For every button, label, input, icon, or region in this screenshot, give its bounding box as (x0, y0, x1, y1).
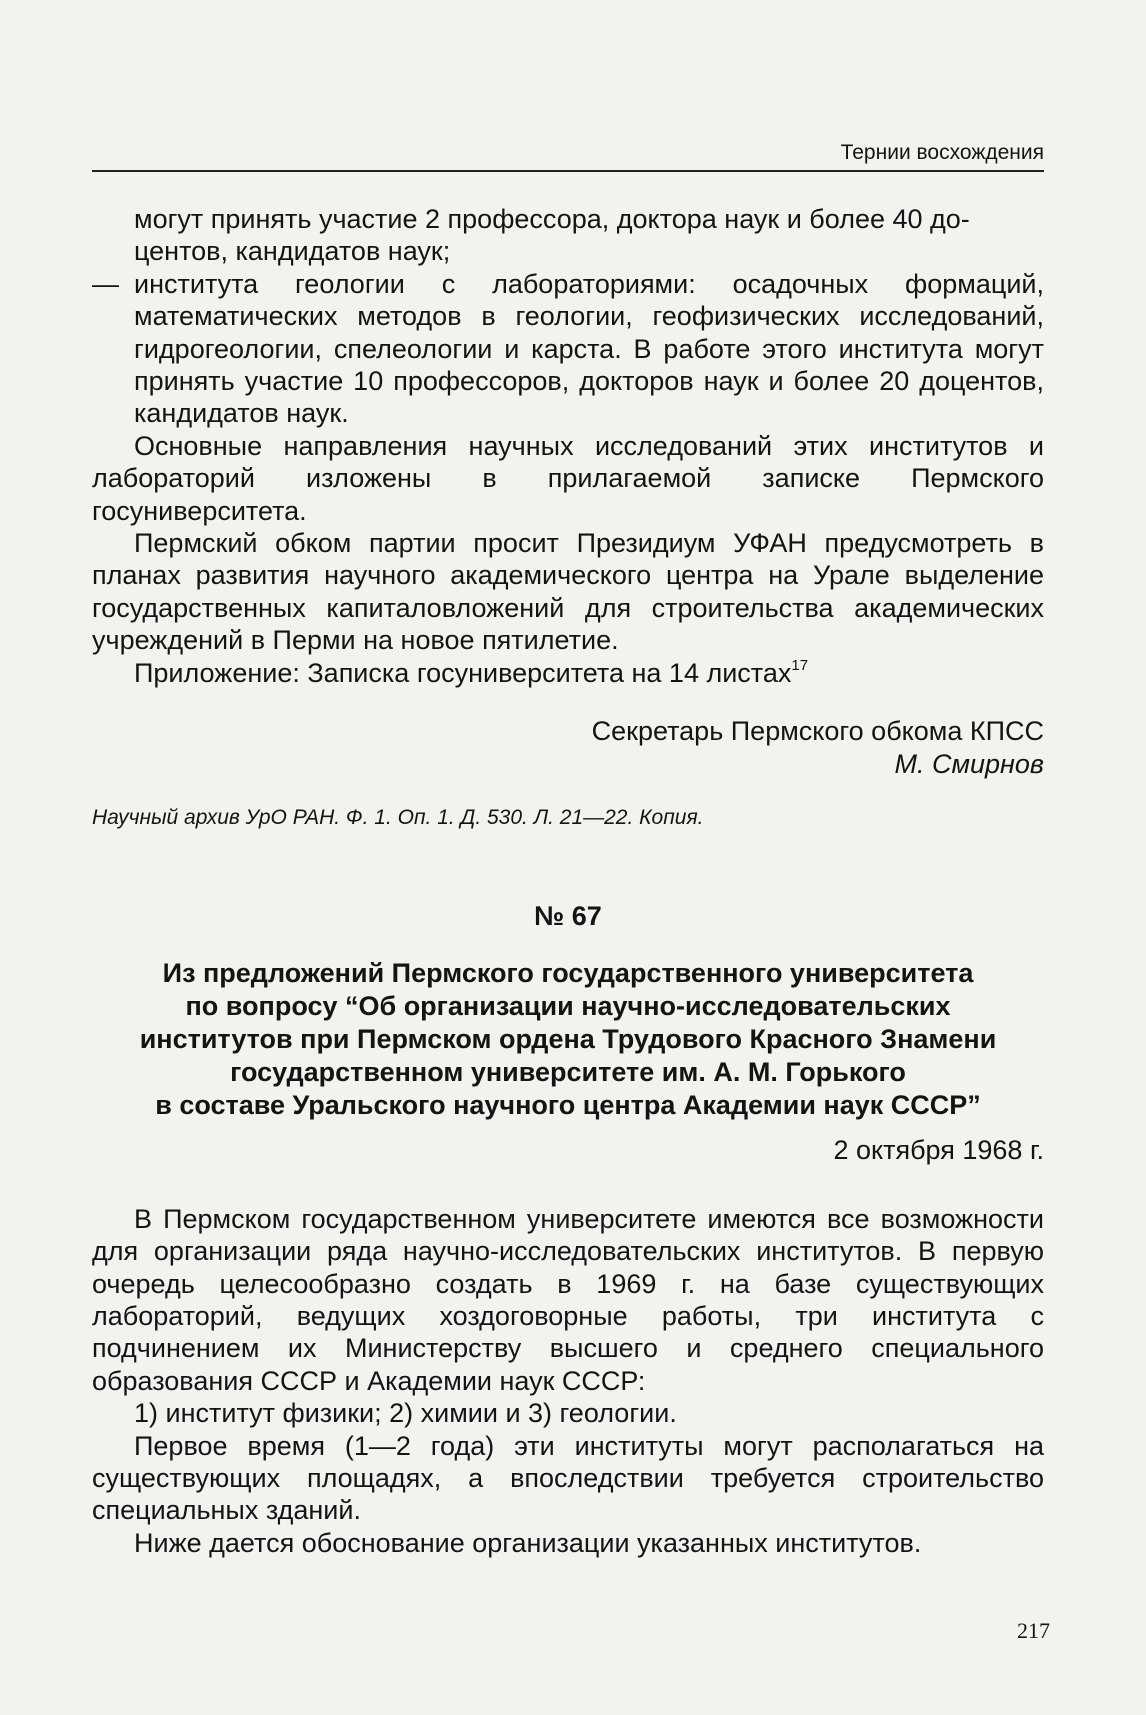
body-text (92, 203, 1044, 1559)
continued-list-item (92, 203, 1044, 268)
text-line: могут принять участие 2 профессора, доктора наук и более 40 до- (134, 204, 970, 234)
header-rule (92, 170, 1044, 172)
paragraph: В Пермском государственном университете имеются все возможности для организации ряда научно-исследовательских институтов. В первую очередь целесообразно создать в 1969 г. на базе существующих лабораторий, ведущих хоздоговорные работы, три института с подчинением их Министерству высшего и среднего специального образования СССР и Академии наук СССР: (92, 1203, 1044, 1396)
running-title: Тернии восхождения (840, 141, 1044, 164)
document-title (92, 957, 1044, 1122)
source-note: Научный архив УрО РАН. Ф. 1. Оп. 1. Д. 530. Л. 21—22. Копия. (92, 805, 704, 829)
document-number: № 67 (534, 900, 602, 931)
title-line: по вопросу “Об организации научно-исследовательских (185, 991, 951, 1022)
page-number: 217 (1017, 1618, 1050, 1643)
text-line: центов, кандидатов наук; (134, 236, 451, 267)
signature-name: М. Смирнов (894, 748, 1044, 779)
paragraph: 1) институт физики; 2) химии и 3) геологии. (134, 1398, 677, 1429)
document-date: 2 октября 1968 г. (833, 1135, 1044, 1166)
list-item-geology (92, 268, 1044, 430)
paragraph: Основные направления научных исследований этих институтов и лабораторий изложены в прилагаемой записке Пермского госуниверситета. (92, 430, 1044, 526)
footnote-mark: 17 (791, 656, 809, 674)
title-line: в составе Уральского научного центра Академии наук СССР” (155, 1090, 981, 1121)
paragraph: Пермский обком партии просит Президиум УФАН предусмотреть в планах развития научного академического центра на Урале выделение государственных капиталовложений для строительства академических учреждений в Перми на новое пятилетие. (92, 528, 1044, 656)
paragraph: Первое время (1—2 года) эти институты могут располагаться на существующих площадях, а впоследствии требуется строительство специальных зданий. (92, 1430, 1044, 1526)
list-dash: — (92, 268, 119, 299)
list-item-text: института геологии с лабораториями: осадочных формаций, математических методов в геологии, геофизических исследований, гидрогеологии, спелеологии и карста. В работе этого института могут принять участие 10 профессоров, докторов наук и более 20 доцентов, кандидатов наук. (134, 268, 1044, 429)
title-line: институтов при Пермском ордена Трудового Красного Знамени (139, 1024, 997, 1055)
appendix-line (92, 657, 1044, 689)
title-line: государственном университете им. А. М. Горького (230, 1057, 906, 1088)
signature-position: Секретарь Пермского обкома КПСС (591, 716, 1044, 747)
appendix-text: Приложение: Записка госуниверситета на 14 листах (134, 657, 792, 688)
paragraph: Ниже дается обоснование организации указанных институтов. (134, 1527, 922, 1558)
title-line: Из предложений Пермского государственного университета (162, 958, 974, 989)
